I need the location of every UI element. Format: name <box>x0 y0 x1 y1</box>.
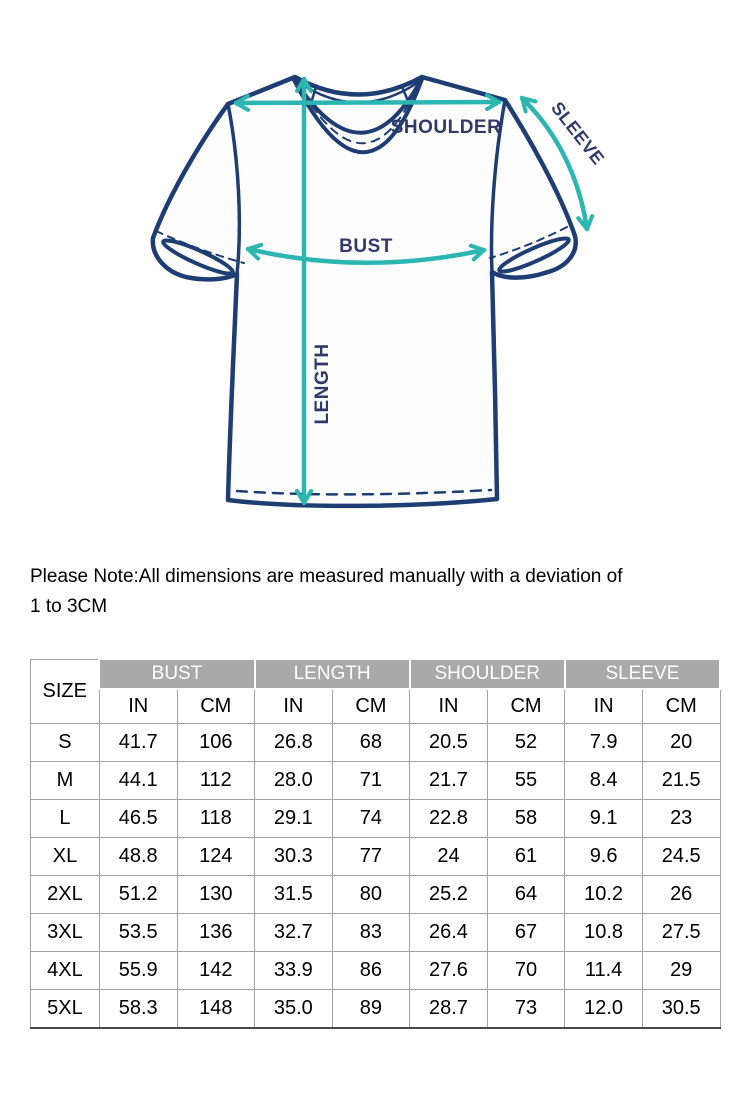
unit-header-bust-in: IN <box>99 689 177 724</box>
value-cell: 130 <box>177 876 255 914</box>
value-cell: 74 <box>332 800 410 838</box>
value-cell: 28.0 <box>255 762 333 800</box>
value-cell: 26 <box>642 876 720 914</box>
group-header-sleeve: SLEEVE <box>565 659 720 689</box>
value-cell: 21.5 <box>642 762 720 800</box>
value-cell: 9.1 <box>565 800 643 838</box>
tshirt-measurement-diagram <box>0 0 750 540</box>
value-cell: 20.5 <box>410 724 488 762</box>
value-cell: 71 <box>332 762 410 800</box>
value-cell: 64 <box>487 876 565 914</box>
note-line-1: Please Note:All dimensions are measured manually with a deviation of <box>30 566 623 587</box>
value-cell: 29.1 <box>255 800 333 838</box>
value-cell: 8.4 <box>565 762 643 800</box>
value-cell: 58.3 <box>99 990 177 1029</box>
value-cell: 124 <box>177 838 255 876</box>
size-cell: 2XL <box>31 876 100 914</box>
size-chart-table <box>30 658 721 1029</box>
size-cell: 3XL <box>31 914 100 952</box>
value-cell: 67 <box>487 914 565 952</box>
size-column-header: SIZE <box>31 659 100 724</box>
table-row <box>31 838 721 876</box>
shoulder-arrow <box>236 102 499 103</box>
value-cell: 55 <box>487 762 565 800</box>
group-header-length: LENGTH <box>255 659 410 689</box>
value-cell: 23 <box>642 800 720 838</box>
value-cell: 28.7 <box>410 990 488 1029</box>
value-cell: 10.8 <box>565 914 643 952</box>
value-cell: 30.5 <box>642 990 720 1029</box>
value-cell: 58 <box>487 800 565 838</box>
value-cell: 51.2 <box>99 876 177 914</box>
length-label: LENGTH <box>312 343 333 425</box>
value-cell: 26.4 <box>410 914 488 952</box>
table-row <box>31 914 721 952</box>
tshirt-diagram-svg <box>0 0 750 540</box>
value-cell: 27.6 <box>410 952 488 990</box>
value-cell: 7.9 <box>565 724 643 762</box>
value-cell: 61 <box>487 838 565 876</box>
unit-header-bust-cm: CM <box>177 689 255 724</box>
unit-header-shoulder-cm: CM <box>487 689 565 724</box>
group-header-shoulder: SHOULDER <box>410 659 565 689</box>
value-cell: 68 <box>332 724 410 762</box>
value-cell: 21.7 <box>410 762 488 800</box>
value-cell: 44.1 <box>99 762 177 800</box>
value-cell: 89 <box>332 990 410 1029</box>
size-cell: M <box>31 762 100 800</box>
value-cell: 53.5 <box>99 914 177 952</box>
value-cell: 32.7 <box>255 914 333 952</box>
table-row <box>31 990 721 1029</box>
value-cell: 33.9 <box>255 952 333 990</box>
tshirt-outline <box>153 77 576 506</box>
shoulder-label: SHOULDER <box>390 117 502 138</box>
measurement-note <box>30 562 725 622</box>
size-cell: 4XL <box>31 952 100 990</box>
bust-label: BUST <box>339 236 393 257</box>
size-cell: XL <box>31 838 100 876</box>
value-cell: 136 <box>177 914 255 952</box>
sleeve-label: SLEEVE <box>547 97 609 169</box>
value-cell: 27.5 <box>642 914 720 952</box>
value-cell: 10.2 <box>565 876 643 914</box>
value-cell: 83 <box>332 914 410 952</box>
value-cell: 20 <box>642 724 720 762</box>
value-cell: 29 <box>642 952 720 990</box>
note-line-2: 1 to 3CM <box>30 596 108 617</box>
value-cell: 12.0 <box>565 990 643 1029</box>
table-row <box>31 724 721 762</box>
value-cell: 106 <box>177 724 255 762</box>
size-cell: 5XL <box>31 990 100 1029</box>
group-header-bust: BUST <box>99 659 254 689</box>
value-cell: 26.8 <box>255 724 333 762</box>
value-cell: 31.5 <box>255 876 333 914</box>
value-cell: 41.7 <box>99 724 177 762</box>
table-row <box>31 952 721 990</box>
table-row <box>31 876 721 914</box>
size-table-body <box>31 724 721 1029</box>
value-cell: 148 <box>177 990 255 1029</box>
value-cell: 86 <box>332 952 410 990</box>
size-cell: S <box>31 724 100 762</box>
value-cell: 46.5 <box>99 800 177 838</box>
value-cell: 35.0 <box>255 990 333 1029</box>
value-cell: 9.6 <box>565 838 643 876</box>
value-cell: 30.3 <box>255 838 333 876</box>
table-row <box>31 800 721 838</box>
value-cell: 73 <box>487 990 565 1029</box>
value-cell: 11.4 <box>565 952 643 990</box>
value-cell: 80 <box>332 876 410 914</box>
value-cell: 48.8 <box>99 838 177 876</box>
value-cell: 118 <box>177 800 255 838</box>
unit-header-sleeve-cm: CM <box>642 689 720 724</box>
value-cell: 25.2 <box>410 876 488 914</box>
value-cell: 142 <box>177 952 255 990</box>
value-cell: 24.5 <box>642 838 720 876</box>
value-cell: 22.8 <box>410 800 488 838</box>
value-cell: 24 <box>410 838 488 876</box>
unit-header-sleeve-in: IN <box>565 689 643 724</box>
size-cell: L <box>31 800 100 838</box>
unit-header-shoulder-in: IN <box>410 689 488 724</box>
value-cell: 70 <box>487 952 565 990</box>
value-cell: 55.9 <box>99 952 177 990</box>
value-cell: 112 <box>177 762 255 800</box>
unit-header-length-cm: CM <box>332 689 410 724</box>
value-cell: 77 <box>332 838 410 876</box>
table-row <box>31 762 721 800</box>
unit-header-length-in: IN <box>255 689 333 724</box>
value-cell: 52 <box>487 724 565 762</box>
